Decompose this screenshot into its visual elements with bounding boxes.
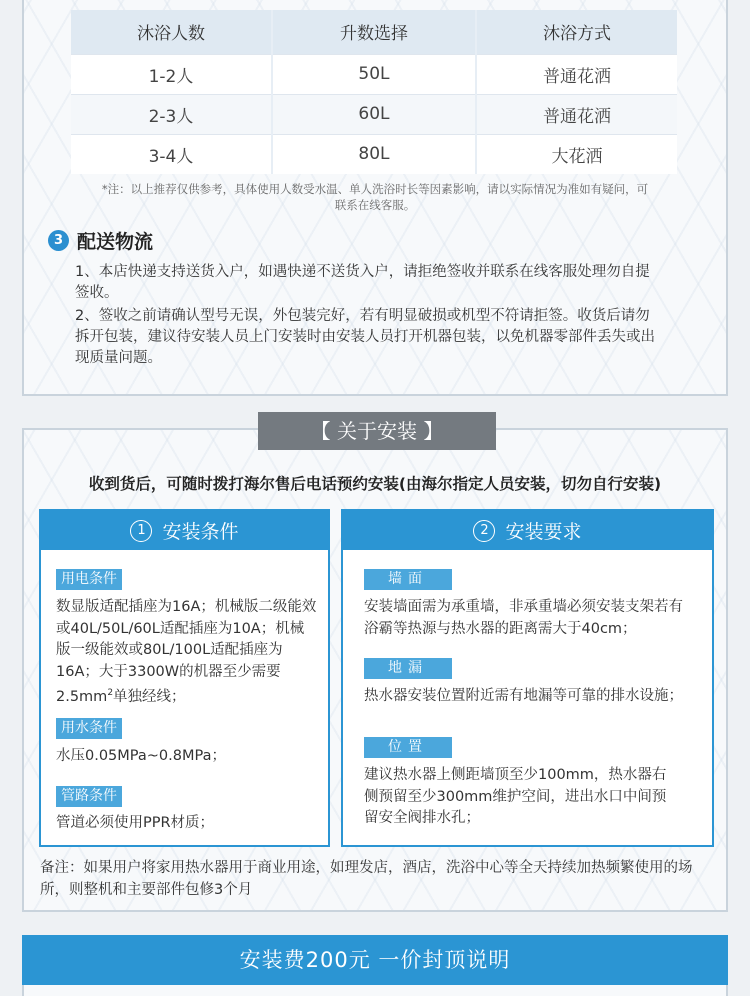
next-card-top: [22, 985, 728, 996]
table-cell: 50L: [272, 54, 476, 94]
table-cell: 普通花洒: [476, 94, 677, 134]
power-condition-text-end: 单独经线；: [113, 688, 186, 705]
superscript: 2: [107, 688, 114, 698]
table-cell: 1-2人: [71, 54, 272, 94]
delivery-paragraph-2: 2、签收之前请确认型号无误，外包装完好，若有明显破损或机型不符请拒签。收货后请勿拆开包装，建议待安装人员上门安装时由安装人员打开机器包装，以免机器零部件丢失或出现质量问题。: [75, 308, 655, 366]
position-tag: 位置: [364, 737, 452, 758]
delivery-paragraph-1: 1、本店快递支持送货入户，如遇快递不送货入户，请拒绝签收并联系在线客服处理勿自提签收。: [75, 264, 650, 301]
table-note: *注：以上推荐仅供参考，具体使用人数受水温、单人洗浴时长等因素影响，请以实际情况为准如有疑问，可联系在线客服。: [101, 182, 649, 212]
panel-header: [343, 511, 712, 550]
install-banner: 【 关于安装 】: [258, 412, 496, 450]
install-fee-bar: 安装费200元 一价封顶说明: [22, 935, 728, 985]
position-text: 建议热水器上侧距墙顶至少100mm，热水器右侧预留至少300mm维护空间，进出水口中间预留安全阀排水孔；: [364, 767, 667, 826]
table-cell: 大花洒: [476, 134, 677, 174]
water-condition-text: 水压0.05MPa~0.8MPa；: [56, 748, 226, 764]
power-condition-text: [56, 597, 318, 708]
table-cell: 3-4人: [71, 134, 272, 174]
table-header-row: [71, 10, 677, 54]
table-row: [71, 134, 677, 174]
table-header: 升数选择: [272, 10, 476, 54]
table-cell: 普通花洒: [476, 54, 677, 94]
delivery-heading: [48, 227, 153, 254]
floor-drain-tag: 地漏: [364, 658, 452, 679]
panel-title: 安装要求: [505, 521, 582, 543]
table-header: 沐浴方式: [476, 10, 677, 54]
table-cell: 2-3人: [71, 94, 272, 134]
table-cell: 80L: [272, 134, 476, 174]
wall-tag: 墙面: [364, 569, 452, 590]
step-number-badge: 1: [130, 520, 152, 542]
pipe-condition-text: 管道必须使用PPR材质；: [56, 815, 215, 831]
water-condition-tag: 用水条件: [56, 718, 122, 739]
section-title: 配送物流: [77, 231, 154, 253]
panel-title: 安装条件: [162, 521, 239, 543]
power-condition-text-main: 数显版适配插座为16A；机械版二级能效或40L/50L/60L适配插座为10A；机械版一级能效或80L/100L适配插座为16A；大于3300W的机器至少需要2.5mm: [56, 599, 317, 705]
pipe-condition-tag: 管路条件: [56, 786, 122, 807]
step-number-badge: 2: [473, 520, 495, 542]
step-number-badge: 3: [48, 230, 69, 251]
commercial-use-note: 备注：如果用户将家用热水器用于商业用途，如理发店，酒店，洗浴中心等全天持续加热频繁使用的场所，则整机和主要部件包修3个月: [40, 860, 693, 898]
floor-drain-text: 热水器安装位置附近需有地漏等可靠的排水设施；: [364, 688, 683, 704]
table-row: [71, 94, 677, 134]
table-header: 沐浴人数: [71, 10, 272, 54]
panel-header: [41, 511, 328, 550]
install-intro: 收到货后，可随时拨打海尔售后电话预约安装(由海尔指定人员安装，切勿自行安装): [88, 475, 662, 493]
table-cell: 60L: [272, 94, 476, 134]
table-row: [71, 54, 677, 94]
power-condition-tag: 用电条件: [56, 569, 122, 590]
wall-text: 安装墙面需为承重墙，非承重墙必须安装支架若有浴霸等热源与热水器的距离需大于40cm；: [364, 599, 683, 637]
capacity-table: [71, 10, 677, 174]
